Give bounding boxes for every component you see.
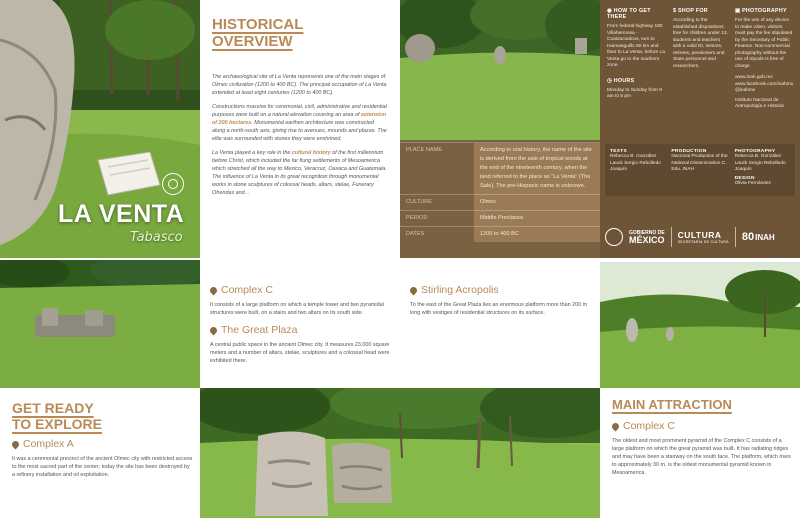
logo-divider [735, 227, 736, 247]
table-row [400, 143, 600, 195]
get-there-title: HOW TO GET THERE [607, 8, 651, 20]
p2-end: . Monumental earthen architecture was constructed along a north-south axis, giving rise to avenues, mounds and plazas. The elite was surrounded with stones they were enshrined. [212, 119, 387, 142]
credits-photography-names: Rebecca B. González Lauck Sergio Rebolledo Joaquín [734, 154, 786, 172]
hours-text: Monday to Sunday from 8 am to 5 pm [607, 87, 662, 99]
get-there-block [607, 8, 667, 111]
colossal-head-right [332, 443, 392, 503]
info-value: According to oral history, the name of the site is derived from the sale of tropical woods at the end of the nineteenth century, when the land referred to the place as "La Venta" (The Sale). The pre-Hispanic name is unknown. [474, 143, 600, 195]
hours-title: HOURS [613, 77, 635, 84]
clock-icon: ◷ [607, 77, 612, 84]
great-plaza-heading [210, 324, 400, 336]
great-plaza-title: The Great Plaza [221, 324, 298, 336]
info-value: Olmec [474, 195, 600, 211]
complex-c-heading [210, 284, 400, 296]
cultura-logo [678, 230, 729, 244]
shop-text: According to the established dispositions free for children under 13, students and teachers with a valid ID, seniors, retirees, pensioners and State personnel and researchers. [672, 18, 728, 69]
main-attraction-text: The oldest and most prominent pyramid of the Complex C consists of a large platform on which the great pyramid was built. It has radiating ridges and may have been a stairway on the south face. The platform, which rises to approximately 30 m, is the oldest monumental pyramid known in Mesoamerica. [612, 437, 791, 476]
credits-texts-names: Rebecca B. González Lauck Sergio Rebolledo Joaquín [610, 154, 661, 172]
logo-divider [671, 227, 672, 247]
pyramid-photo [600, 262, 800, 388]
historical-paragraph-2 [212, 103, 388, 143]
get-ready-title [12, 400, 194, 432]
p2-highlight: extension of 200 hectares [212, 111, 387, 126]
credits-design-names: Olivia Fernández [734, 180, 771, 186]
location-pin-icon [209, 285, 219, 295]
get-ready-title-line1: GET READY [12, 400, 94, 416]
location-pin-icon [11, 439, 21, 449]
p3-highlight: cultural history [291, 149, 331, 156]
visitor-info-panel [600, 0, 800, 258]
colossal-heads-photo [200, 388, 600, 518]
info-value: Middle Preclassic [474, 211, 600, 227]
complex-c-text: It consists of a large platform on which a temple tower and two pyramidal structures were built, on a stairs and two altars on its south side. [210, 302, 384, 316]
great-plaza-text: A central public space in the ancient Olmec city. It measures 23,000 square meters and a number of altars, stelae, sculptures and a colossal head were exhibited there. [210, 342, 390, 364]
historical-title [212, 16, 388, 51]
photography-text: For the use of any device to make video, visitors must pay the fee stipulated by the Secretary of Public Finance. Non-commercial photography without the use of tripods is free of charge. [735, 18, 793, 69]
secretaria-label: SECRETARÍA DE CULTURA [677, 240, 729, 244]
park-photo-top-scene [400, 0, 600, 140]
mexico-seal-icon [605, 228, 623, 246]
historical-title-line1: HISTORICAL [212, 16, 304, 33]
credits-production-names: Nacional Production of the National Dissemination C. Edu. INAH [671, 154, 728, 172]
table-row [400, 227, 600, 243]
location-pin-icon [409, 285, 419, 295]
get-there-text: From federal highway 180 Villahermosa - Coatzacoalcos, turn to Huimanguillo 80 km and then to La Venta, before La Venta go to the southern zone. [607, 24, 665, 68]
credits-photography [735, 149, 790, 191]
table-row [400, 195, 600, 211]
info-value: 1200 to 400 BC [474, 227, 600, 243]
complex-c-title: Complex C [221, 284, 273, 296]
p3-end: of the first millennium before Christ, which included the far flung settlements of Mesoamerica which stretched all the way to Mexico, Veracruz, Oaxaca and Guatemala. The influence of La Venta in its great recognition through monumental works in stone sculptures of colossal heads, altars, stelae, Funerary Ofrendas and... [212, 149, 387, 196]
pin-icon: ◉ [607, 8, 612, 14]
cultura-label: CULTURA [677, 230, 722, 240]
main-complex-c-heading [612, 420, 792, 432]
location-pin-icon [611, 421, 621, 431]
gobierno-line1: GOBIERNO DE [629, 230, 665, 236]
credits-texts-label: TEXTS [610, 149, 627, 154]
inah-label: INAH [755, 233, 775, 242]
info-key: PERIOD [400, 211, 474, 227]
get-ready-title-line2: TO EXPLORE [12, 416, 102, 433]
shop-block [673, 8, 729, 111]
stirling-title: Stirling Acropolis [421, 284, 499, 296]
complex-a-heading [12, 438, 194, 450]
colossal-heads-scene [200, 388, 600, 518]
gobierno-line2: MÉXICO [629, 235, 665, 245]
credits-block [605, 144, 795, 196]
historical-title-line2: OVERVIEW [212, 33, 293, 51]
park-photo-top [400, 0, 600, 140]
cover-photo [0, 0, 200, 258]
info-key: CULTURE [400, 195, 474, 211]
get-ready-section [12, 400, 194, 479]
info-key: DATES [400, 227, 474, 243]
visitor-info-row [607, 8, 793, 111]
stirling-heading [410, 284, 595, 296]
site-info-table [400, 140, 600, 258]
gobierno-logo [629, 230, 665, 244]
shop-title: SHOP FOR [677, 8, 708, 14]
complex-a-title: Complex A [23, 438, 74, 451]
location-pin-icon [209, 325, 219, 335]
main-attraction-section [612, 398, 792, 477]
inah-years: 80 [741, 231, 755, 243]
photography-title: PHOTOGRAPHY [742, 8, 787, 14]
main-attraction-title: MAIN ATTRACTION [612, 397, 732, 412]
historical-overview-section [200, 0, 400, 258]
camera-icon: ▣ [735, 8, 741, 14]
info-key: PLACE NAME [400, 143, 474, 195]
historical-paragraph-1: The archaeological site of La Venta represents one of the main stages of Olmec civilization (1200 to 400 BC). The principal occupation of La Venta extended at least eight centuries (1200 to 400 BC). [212, 73, 387, 96]
credits-design-label: DESIGN [734, 175, 755, 181]
complex-c-section [210, 284, 400, 365]
info-table-body [400, 143, 600, 243]
historical-paragraph-3 [212, 149, 388, 197]
inah-logo [742, 231, 775, 243]
site-state: Tabasco [130, 230, 183, 245]
stirling-text: To the east of the Great Plaza lies an enormous platform more than 200 m long with vestiges of residential structures on its surface. [410, 302, 588, 316]
main-complex-c-title: Complex C [623, 419, 675, 432]
stone-ruins-scene [0, 260, 200, 388]
credits-production [671, 149, 728, 191]
stone-ruins-photo [0, 260, 200, 388]
credits-photography-label: PHOTOGRAPHY [734, 149, 776, 154]
complex-a-text: It was a ceremonial precinct of the ancient Olmec city with restricted access to the most sacred part of the center; today the site has been destroyed by a refinery installation and oil exploitation. [12, 456, 193, 479]
p2-start: Constructions massive for ceremonial, civil, administrative and residential purposes were built on a natural elevation covering an area of [212, 103, 387, 118]
table-row [400, 211, 600, 227]
contact-text[interactable]: www.inah.gob.mx www.facebook.com/inahmx @inahmx [735, 75, 794, 93]
p3-start: La Venta played a key role in the [212, 149, 291, 156]
photography-block [735, 8, 793, 111]
contact-note: Instituto Nacional de Antropología e Historia [735, 97, 784, 109]
credits-texts [610, 149, 665, 191]
site-name: LA VENTA [58, 200, 185, 228]
stirling-section [410, 284, 595, 317]
pyramid-scene [600, 262, 800, 388]
credits-production-label: PRODUCTION [671, 149, 707, 154]
colossal-head-left [255, 431, 328, 516]
olmec-emblem-icon [162, 173, 184, 195]
logos-bar [605, 222, 795, 252]
ticket-icon: $ [672, 8, 677, 14]
